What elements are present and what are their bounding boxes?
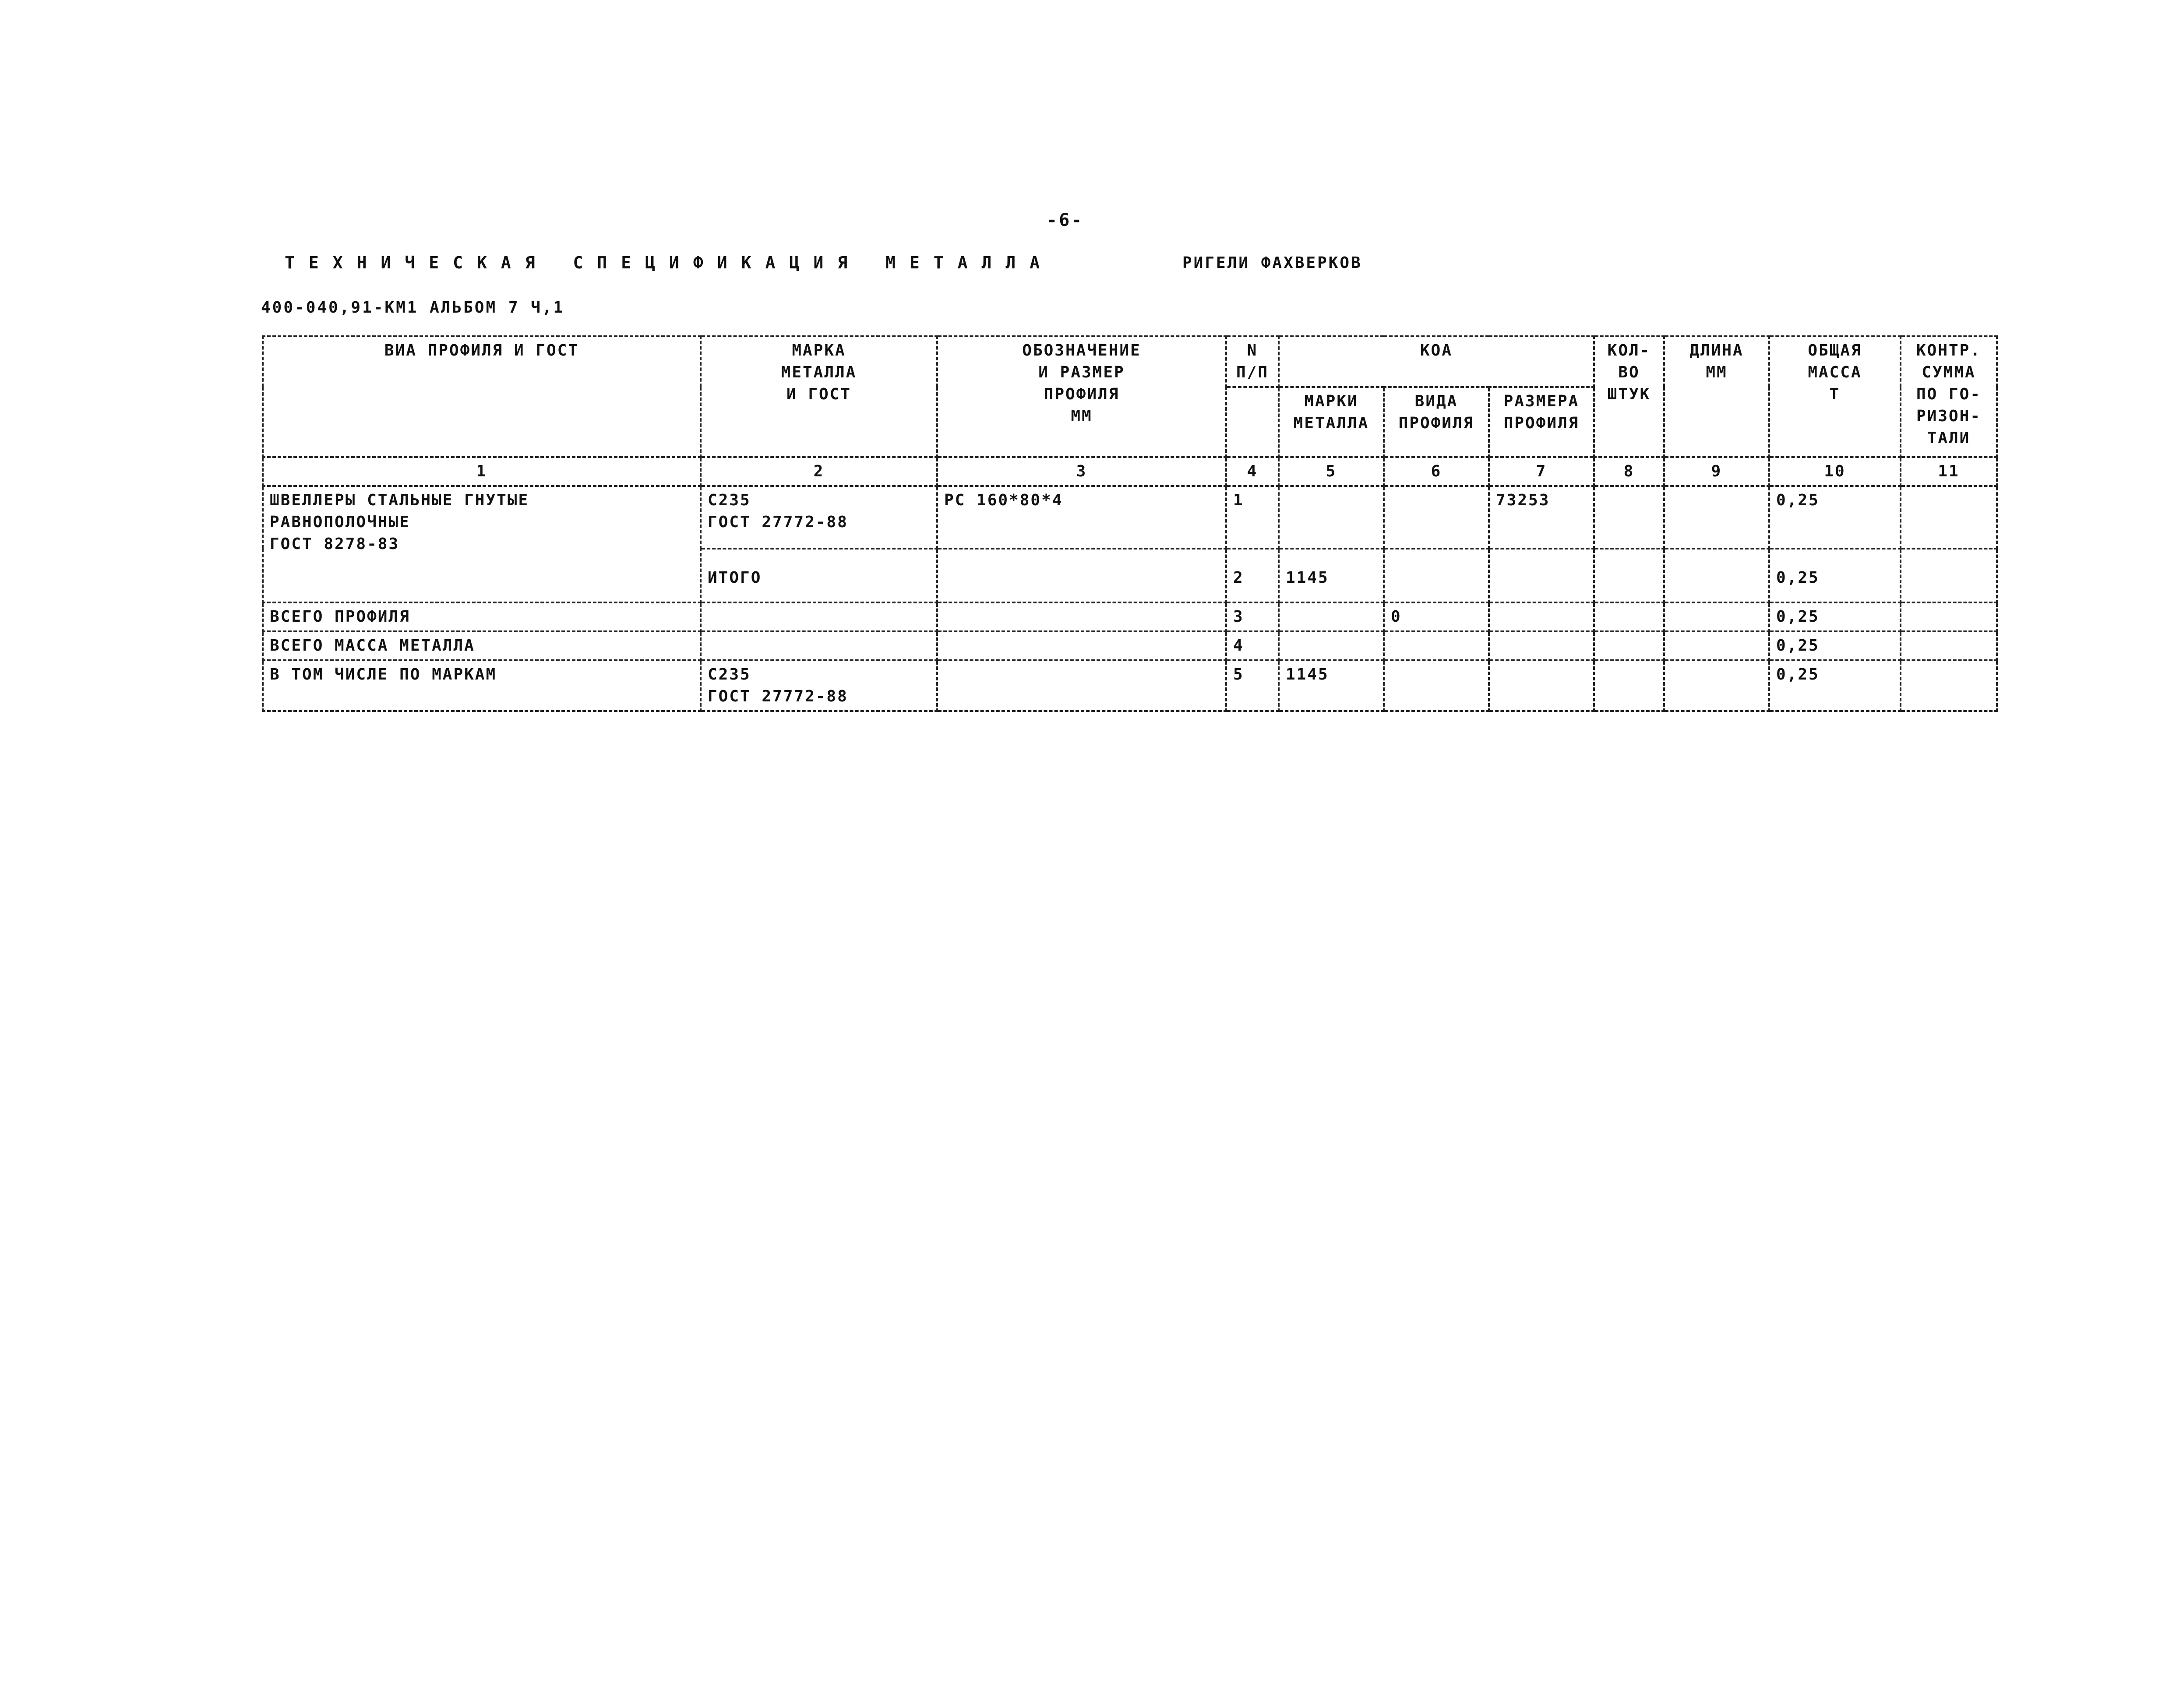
cell-npp: 1 [1226, 486, 1279, 549]
cell-code-grade: 1145 [1279, 549, 1384, 602]
col-number: 5 [1279, 457, 1384, 486]
header-code-group: КОА [1279, 336, 1594, 387]
cell-code-type [1384, 549, 1489, 602]
col-number: 7 [1489, 457, 1594, 486]
cell-mass: 0,25 [1769, 486, 1901, 549]
cell-qty [1594, 486, 1664, 549]
cell-grade: ИТОГО [701, 549, 937, 602]
col-number: 10 [1769, 457, 1901, 486]
col-number: 2 [701, 457, 937, 486]
col-number: 9 [1664, 457, 1769, 486]
cell-npp: 3 [1226, 602, 1279, 631]
header-code-type: ВИДА ПРОФИЛЯ [1384, 387, 1489, 457]
page-number: -6- [1047, 210, 1084, 230]
cell-grade: С235 ГОСТ 27772-88 [701, 660, 937, 711]
cell-designation [937, 631, 1226, 660]
cell-length [1664, 549, 1769, 602]
cell-length [1664, 602, 1769, 631]
cell-code-type: 0 [1384, 602, 1489, 631]
cell-designation [937, 602, 1226, 631]
header-code-size: РАЗМЕРА ПРОФИЛЯ [1489, 387, 1594, 457]
cell-code-type [1384, 660, 1489, 711]
cell-profile: ШВЕЛЛЕРЫ СТАЛЬНЫЕ ГНУТЫЕ РАВНОПОЛОЧНЫЕ ГОСТ 8278-83 [263, 486, 701, 602]
cell-code-grade: 1145 [1279, 660, 1384, 711]
table-row [263, 486, 1997, 549]
col-number: 3 [937, 457, 1226, 486]
header-code-grade: МАРКИ МЕТАЛЛА [1279, 387, 1384, 457]
document-title: ТЕХНИЧЕСКАЯ СПЕЦИФИКАЦИЯ МЕТАЛЛА [285, 253, 1054, 272]
cell-code-size [1489, 602, 1594, 631]
cell-mass: 0,25 [1769, 602, 1901, 631]
cell-npp: 4 [1226, 631, 1279, 660]
header-mass: ОБЩАЯ МАССА Т [1769, 336, 1901, 457]
cell-grade [701, 602, 937, 631]
col-number: 11 [1901, 457, 1997, 486]
cell-code-grade [1279, 631, 1384, 660]
cell-code-size: 73253 [1489, 486, 1594, 549]
cell-code-type [1384, 486, 1489, 549]
table-row [263, 602, 1997, 631]
col-number: 6 [1384, 457, 1489, 486]
header-grade: МАРКА МЕТАЛЛА И ГОСТ [701, 336, 937, 457]
cell-check [1901, 486, 1997, 549]
table-row [263, 660, 1997, 711]
cell-profile: ВСЕГО ПРОФИЛЯ [263, 602, 701, 631]
cell-code-grade [1279, 602, 1384, 631]
cell-code-size [1489, 549, 1594, 602]
cell-check [1901, 660, 1997, 711]
cell-mass: 0,25 [1769, 549, 1901, 602]
specification-table [262, 335, 1998, 712]
col-number: 4 [1226, 457, 1279, 486]
cell-qty [1594, 549, 1664, 602]
cell-qty [1594, 602, 1664, 631]
cell-grade [701, 631, 937, 660]
header-designation: ОБОЗНАЧЕНИЕ И РАЗМЕР ПРОФИЛЯ ММ [937, 336, 1226, 457]
cell-length [1664, 486, 1769, 549]
column-numbers-row [263, 457, 1997, 486]
table-row [263, 631, 1997, 660]
header-profile: ВИА ПРОФИЛЯ И ГОСТ [263, 336, 701, 457]
cell-designation [937, 549, 1226, 602]
cell-qty [1594, 631, 1664, 660]
cell-mass: 0,25 [1769, 631, 1901, 660]
cell-grade: С235 ГОСТ 27772-88 [701, 486, 937, 549]
header-npp: N П/П [1226, 336, 1279, 387]
cell-npp: 5 [1226, 660, 1279, 711]
cell-code-size [1489, 631, 1594, 660]
col-number: 1 [263, 457, 701, 486]
cell-length [1664, 631, 1769, 660]
col-number: 8 [1594, 457, 1664, 486]
cell-designation: РС 160*80*4 [937, 486, 1226, 549]
cell-check [1901, 631, 1997, 660]
cell-mass: 0,25 [1769, 660, 1901, 711]
cell-profile: В ТОМ ЧИСЛЕ ПО МАРКАМ [263, 660, 701, 711]
cell-qty [1594, 660, 1664, 711]
cell-check [1901, 549, 1997, 602]
header-qty: КОЛ- ВО ШТУК [1594, 336, 1664, 457]
document-code: 400-040,91-КМ1 АЛЬБОМ 7 Ч,1 [261, 299, 565, 317]
header-length: ДЛИНА ММ [1664, 336, 1769, 457]
table-header-row [263, 336, 1997, 387]
cell-designation [937, 660, 1226, 711]
cell-code-grade [1279, 486, 1384, 549]
cell-length [1664, 660, 1769, 711]
cell-code-size [1489, 660, 1594, 711]
cell-check [1901, 602, 1997, 631]
cell-code-type [1384, 631, 1489, 660]
document-subtitle: РИГЕЛИ ФАХВЕРКОВ [1182, 254, 1362, 272]
header-check-sum: КОНТР. СУММА ПО ГО- РИЗОН- ТАЛИ [1901, 336, 1997, 457]
header-npp-blank [1226, 387, 1279, 457]
cell-npp: 2 [1226, 549, 1279, 602]
cell-profile: ВСЕГО МАССА МЕТАЛЛА [263, 631, 701, 660]
